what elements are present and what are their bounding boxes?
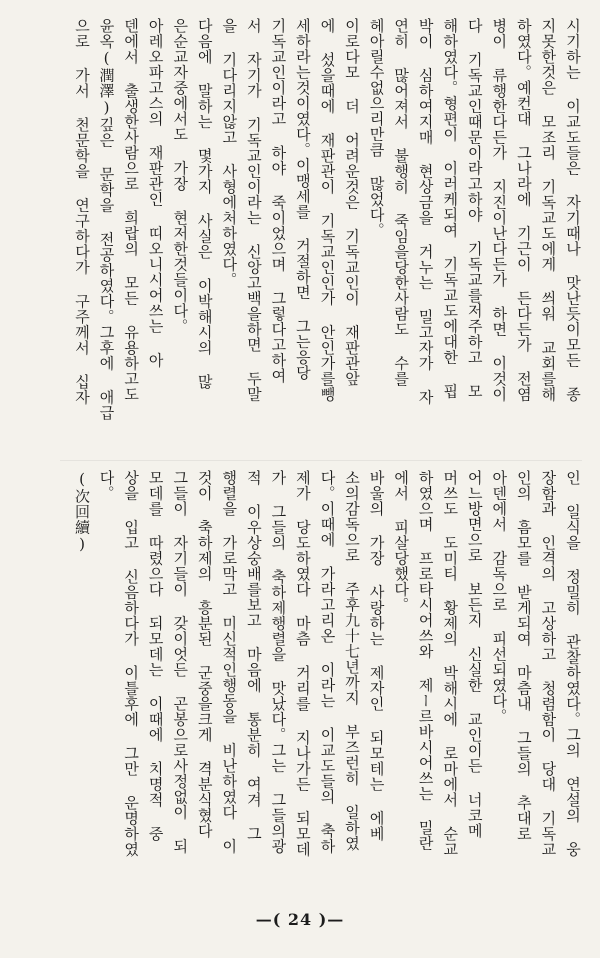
text-column: 장함과 인격의 고상하고 청렴함이 당대 기독교 [539,470,558,857]
text-column: 병이 류행한다든가 지진이난다든가 하면 이것이 [490,18,509,402]
continued-note: (次回續) [73,470,91,554]
text-column: 하였으며 프로타시어쓰와 제ー르바시어쓰는 밀란 [416,470,435,851]
text-column: 에서 피살당했다。 [392,470,411,613]
section-divider [60,460,582,461]
text-column: 연히 많어져서 불행히 죽임을당한사람도 수를 [392,18,411,387]
text-column: 해하였다。형편이 이러케되여 기독교도에대한 핍 [441,18,460,399]
text-column: 덴에서 출생한사람으로 희랍의 모든 유용하고도 [122,18,141,402]
text-column: 것이 축하제의 흥분된 군중을크게 격분식혔다 [195,470,214,839]
text-column: 아레오파고스의 재판관인 띠오니시어쓰는 아 [146,18,165,368]
text-column: 모데를 따렸으다 되모데는 이때에 치명적 중 [146,470,165,842]
text-column: 을 기다리지않고 사형에처하였다。 [220,18,239,288]
text-column: 상을 입고 신음하다가 이틀후에 그만 운명하였 [122,470,141,857]
text-column: 인 일식을 정밀히 관찰하였다。그의 연설의 웅 [563,470,582,857]
text-column: 서 자기가 기독교인이라는 신앙고백을하면 두말 [244,18,263,402]
text-column: 바울의 가장 사랑하는 제자인 되모테는 에베 [367,470,386,842]
text-column: 인의 흠모를 받게되여 마츰내 그들의 추대로 [514,470,533,842]
text-column: 어느방면으로 보든지 신실한 교인이든 너코메 [465,470,484,839]
text-column: 다。 [97,470,116,501]
text-column: 기독교인이라고 하야 죽이었으며 그렇다고하여 [269,18,288,384]
text-column: 가 그들의 축하제행렬을 맛났다。그는 그들의광 [269,470,288,854]
text-column: 다 기독교인때문이라고하야 기독교를저주하고 모 [465,18,484,399]
text-column: 헤아릴수없으리만큼 많었다。 [367,18,386,238]
text-column: 다음에 말하는 몇가지 사실은 이박해시의 많 [195,18,214,390]
text-column: 에 섰을때에 재판관이 기독교인인가 안인가를뺑 [318,18,337,402]
text-column: 하였다。예컨대 그나라에 기근이 든다든가 전염 [514,18,533,402]
text-column: 이로다모 더 어려운것은 기독교인이 재판관앞 [343,18,362,387]
text-column: 으로 가서 천문학을 연구하다가 구주께서 십자 [73,18,91,405]
text-column: 시기하는 이교도들은 자기때나 맛난듯이모든 종 [563,18,582,402]
text-column: 은순교자중에서도 가장 현저한것들이다。 [171,18,190,334]
text-column: 윤옥(潤澤)깊은 문학을 전공하였다。그후에 애급 [97,18,116,421]
text-column: 박이 심하여지매 현상금을 거누는 밀고자가 자 [416,18,435,405]
page-number: —( 24 )— [255,910,345,929]
text-column: 지못한것은 모조리 기독교도에게 씌워 교회를해 [539,18,558,402]
text-column: 소의감독으로 주후九十七년까지 부즈런히 일하였 [343,470,362,851]
text-column: 그들이 자기들이 갖이엇든 곤봉으로사정없이 되 [171,470,190,854]
text-column: 행렬을 가로막고 미신적인행동을 비난하였다 이 [220,470,239,854]
text-column: 적 이우상숭배를보고 마음에 통분히 여겨 그 [244,470,263,842]
text-column: 다。이때에 가라고리온 이라는 이교도들의 축하 [318,470,337,854]
text-column: 머쓰도 도미티 황제의 박해시에 로마에서 순교 [441,470,460,857]
lower-text-block [72,470,582,885]
text-column: 아덴에서 감독으로 피선되였다。 [490,470,509,724]
text-column: 제가 당도하였다 마츰 거리를 지나가든 되모데 [293,470,312,857]
text-column: 세하라는것이였다。이맹세를 거절하면 그는응당 [293,18,312,381]
